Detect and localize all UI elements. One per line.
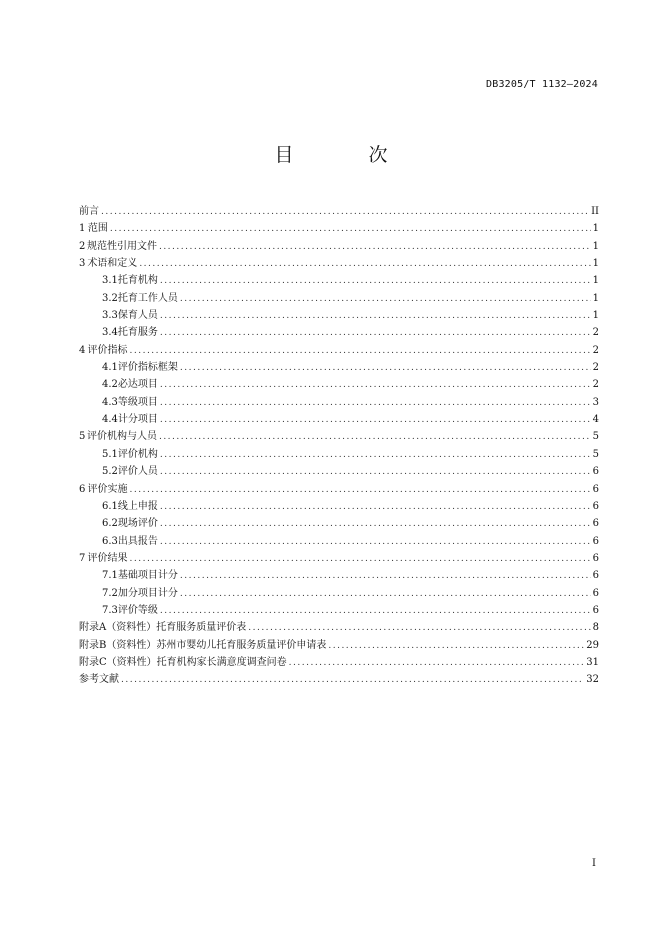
toc-entry-page: 6: [592, 587, 599, 599]
toc-entry-page: 32: [586, 674, 599, 686]
toc-dot-leader: [160, 603, 591, 620]
toc-entry-label: 托育服务: [117, 327, 158, 339]
toc-entry-label: 苏州市婴幼儿托育服务质量评价申请表: [156, 639, 327, 651]
toc-entry[interactable]: [79, 619, 599, 636]
toc-entry-label: 托育机构家长满意度调查问卷: [156, 656, 287, 668]
toc-entry-label: 托育服务质量评价表: [156, 622, 247, 634]
toc-entry-page: 2: [592, 344, 599, 356]
toc-entry[interactable]: [79, 290, 599, 307]
toc-entry-page: 29: [586, 639, 599, 651]
toc-entry-page: 1: [592, 310, 599, 322]
toc-entry-number: 4: [79, 344, 86, 356]
toc-entry-label: 评价机构与人员: [86, 431, 157, 443]
toc-entry[interactable]: [79, 359, 599, 376]
toc-entry[interactable]: [79, 654, 599, 671]
toc-entry[interactable]: [79, 324, 599, 341]
toc-entry-number: 5: [79, 431, 86, 443]
toc-entry[interactable]: [79, 238, 599, 255]
standard-code: DB3205/T 1132—2024: [486, 79, 598, 90]
toc-entry-number: 2: [79, 240, 86, 252]
toc-entry-page: 1: [592, 240, 599, 252]
toc-entry-page: 5: [592, 448, 599, 460]
toc-entry-number: 附录B（资料性）: [79, 639, 157, 651]
toc-entry[interactable]: [79, 637, 599, 654]
toc-entry-number: 3.4: [102, 327, 118, 339]
toc-entry-page: 31: [586, 656, 599, 668]
toc-entry-page: 6: [592, 570, 599, 582]
toc-entry-number: 7.3: [102, 604, 118, 616]
toc-dot-leader: [160, 377, 591, 394]
toc-entry-number: 7.2: [102, 587, 118, 599]
toc-entry-number: 4.3: [102, 396, 118, 408]
toc-entry-page: 1: [592, 258, 599, 270]
toc-entry-page: 6: [592, 466, 599, 478]
toc-entry-label: 托育工作人员: [117, 292, 178, 304]
toc-entry-label: 范围: [87, 223, 108, 235]
toc-dot-leader: [130, 482, 591, 499]
toc-entry[interactable]: [79, 203, 599, 220]
toc-entry-label: 必达项目: [117, 379, 158, 391]
toc-entry-page: 8: [592, 622, 599, 634]
toc-entry-page: 6: [592, 483, 599, 495]
toc-dot-leader: [180, 360, 591, 377]
toc-entry[interactable]: [79, 272, 599, 289]
toc-entry-page: 2: [592, 327, 599, 339]
toc-entry-page: 3: [592, 396, 599, 408]
toc-entry-number: 4.2: [102, 379, 118, 391]
toc-dot-leader: [180, 586, 591, 603]
toc-entry-label: 前言: [79, 206, 99, 217]
toc-dot-leader: [328, 638, 584, 655]
toc-dot-leader: [130, 343, 591, 360]
toc-entry-number: 附录C（资料性）: [79, 656, 157, 668]
toc-entry-label: 评价指标: [87, 344, 128, 356]
toc-entry[interactable]: [79, 428, 599, 445]
toc-dot-leader: [160, 412, 591, 429]
toc-entry[interactable]: [79, 498, 599, 515]
toc-dot-leader: [160, 308, 591, 325]
toc-entry-label: 托育机构: [117, 275, 158, 287]
toc-dot-leader: [160, 325, 591, 342]
toc-dot-leader: [160, 273, 591, 290]
toc-dot-leader: [139, 256, 590, 273]
toc-dot-leader: [159, 429, 591, 446]
toc-entry-label: 规范性引用文件: [86, 240, 157, 252]
toc-dot-leader: [110, 221, 591, 238]
toc-entry-label: 评价结果: [87, 552, 128, 564]
toc-entry[interactable]: [79, 533, 599, 550]
toc-entry-page: 1: [592, 275, 599, 287]
toc-entry[interactable]: [79, 342, 599, 359]
toc-dot-leader: [180, 568, 591, 585]
toc-entry-label: 评价指标框架: [117, 362, 178, 374]
toc-dot-leader: [160, 464, 591, 481]
toc-entry[interactable]: [79, 550, 599, 567]
toc-dot-leader: [160, 447, 591, 464]
toc-dot-leader: [130, 551, 591, 568]
toc-entry-number: 3.2: [102, 292, 118, 304]
toc-entry-number: 附录A（资料性）: [79, 622, 157, 634]
toc-entry-number: 1: [79, 223, 86, 235]
table-of-contents: [79, 203, 599, 689]
toc-entry-page: 2: [592, 379, 599, 391]
toc-entry[interactable]: [79, 255, 599, 272]
toc-dot-leader: [160, 499, 591, 516]
toc-entry-label: 等级项目: [117, 396, 158, 408]
toc-entry-label: 线上申报: [117, 500, 158, 512]
toc-entry-page: 2: [592, 362, 599, 374]
toc-dot-leader: [248, 620, 590, 637]
toc-entry-number: 4.4: [102, 414, 118, 426]
toc-entry-page: 5: [592, 431, 599, 443]
toc-entry-number: 5.1: [102, 448, 118, 460]
toc-entry-number: 6.1: [102, 500, 118, 512]
toc-entry-page: 4: [592, 414, 599, 426]
toc-entry-number: 6.3: [102, 535, 118, 547]
toc-dot-leader: [121, 672, 584, 689]
toc-entry-number: 3: [79, 258, 86, 270]
toc-entry-label: 评价人员: [117, 466, 158, 478]
toc-entry-label: 术语和定义: [87, 258, 138, 270]
toc-entry[interactable]: [79, 671, 599, 688]
toc-entry[interactable]: [79, 446, 599, 463]
toc-entry-label: 现场评价: [117, 518, 158, 530]
toc-entry-number: 4.1: [102, 362, 118, 374]
toc-entry-label: 出具报告: [117, 535, 158, 547]
toc-entry-label: 保育人员: [117, 310, 158, 322]
toc-entry-page: 6: [592, 604, 599, 616]
toc-entry[interactable]: [79, 515, 599, 532]
toc-entry-number: 7: [79, 552, 86, 564]
toc-entry[interactable]: [79, 481, 599, 498]
toc-entry-number: 3.1: [102, 275, 118, 287]
toc-entry[interactable]: [79, 585, 599, 602]
toc-entry-label: 加分项目计分: [117, 587, 178, 599]
toc-dot-leader: [180, 291, 591, 308]
toc-dot-leader: [289, 655, 585, 672]
toc-entry-number: 7.1: [102, 570, 118, 582]
toc-entry[interactable]: [79, 394, 599, 411]
footer-page-number: I: [592, 858, 596, 869]
toc-entry-page: 1: [592, 292, 599, 304]
toc-entry-label: 评价实施: [87, 483, 128, 495]
toc-entry[interactable]: [79, 376, 599, 393]
toc-entry-label: 基础项目计分: [117, 570, 178, 582]
toc-entry-page: 6: [592, 552, 599, 564]
toc-dot-leader: [101, 204, 589, 221]
toc-entry[interactable]: [79, 463, 599, 480]
toc-entry-label: 计分项目: [117, 414, 158, 426]
toc-dot-leader: [160, 534, 591, 551]
toc-entry-page: 6: [592, 518, 599, 530]
toc-entry-label: 参考文献: [79, 674, 119, 686]
toc-entry[interactable]: [79, 411, 599, 428]
toc-entry-page: 1: [592, 223, 599, 235]
toc-entry-page: 6: [592, 500, 599, 512]
toc-entry[interactable]: [79, 602, 599, 619]
page-title: 目 次: [274, 144, 416, 166]
toc-entry-label: 评价机构: [117, 448, 158, 460]
toc-entry[interactable]: [79, 220, 599, 237]
toc-entry-page: II: [591, 206, 599, 217]
toc-dot-leader: [160, 516, 591, 533]
toc-entry-number: 3.3: [102, 310, 118, 322]
toc-entry-label: 评价等级: [117, 604, 158, 616]
toc-entry-number: 5.2: [102, 466, 118, 478]
toc-dot-leader: [160, 395, 591, 412]
toc-dot-leader: [159, 239, 591, 256]
toc-entry[interactable]: [79, 307, 599, 324]
toc-entry-number: 6.2: [102, 518, 118, 530]
toc-entry-page: 6: [592, 535, 599, 547]
toc-entry-number: 6: [79, 483, 86, 495]
toc-entry[interactable]: [79, 567, 599, 584]
